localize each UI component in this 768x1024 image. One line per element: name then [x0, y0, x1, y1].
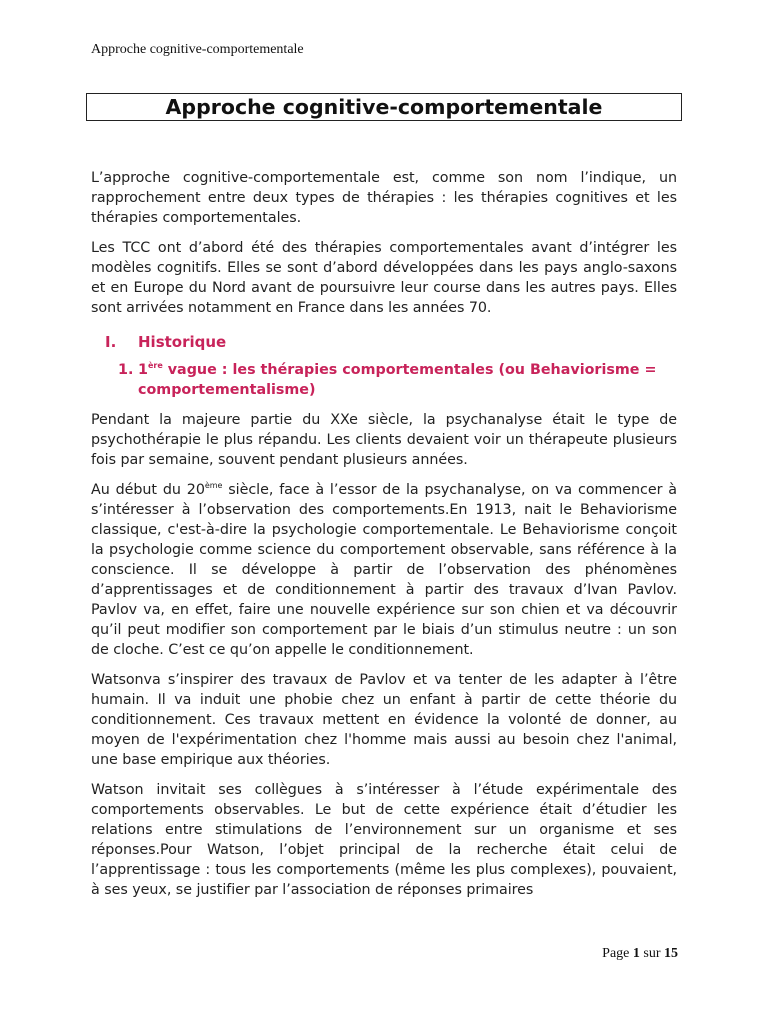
page-footer [602, 946, 678, 962]
section-heading-historique [91, 332, 677, 352]
subsection-number: 1. [118, 362, 134, 378]
footer-page-total: 15 [664, 946, 678, 961]
section-number: I. [105, 333, 117, 351]
paragraph-behaviorisme-rest: siècle, face à l’essor de la psychanalyse, on va commencer à s’intéresser à l’observation des comportements.En 1913, nait le Behaviorisme classique, c'est-à-dire la psychologie comportementale. Le Behaviorisme conçoit la psychologie comme science du comportement observable, sans référence à la conscience. Il se développe à partir de l’observation des phénomènes d’apprentissages et de conditionnement à partir des travaux d’Ivan Pavlov. Pavlov va, en effet, faire une nouvelle expérience sur son chien et va découvrir qu’il peut modifier son comportement par le biais d’un stimulus neutre : un son de cloche. C’est ce qu’on appelle le conditionnement. [91, 482, 678, 658]
section-title: Historique [138, 333, 227, 351]
document-body [91, 168, 677, 910]
paragraph-behaviorisme-sup: ème [204, 481, 223, 490]
running-header: Approche cognitive-comportementale [91, 42, 304, 57]
title-box [86, 93, 682, 121]
footer-page-number: 1 [632, 946, 640, 961]
subsection-title [138, 360, 677, 400]
paragraph-watson-pavlov: Watsonva s’inspirer des travaux de Pavlov et va tenter de les adapter à l’être humain. Il va induit une phobie chez un enfant à partir de cette théorie du conditionnement. Ces travaux mettent en évidence la volonté de donner, au moyen de l'expérimentation chez l'homme mais aussi au besoin chez l'animal, une base empirique aux théories. [91, 672, 677, 768]
paragraph-psychanalyse: Pendant la majeure partie du XXe siècle, la psychanalyse était le type de psychothérapie le plus répandu. Les clients devaient voir un thérapeute plusieurs fois par semaine, souvent pendant plusieurs années. [91, 412, 677, 468]
intro-paragraph-2: Les TCC ont d’abord été des thérapies comportementales avant d’intégrer les modèles cognitifs. Elles se sont d’abord développées dans les pays anglo-saxons et en Europe du Nord avant de poursuivre leur course dans les autres pays. Elles sont arrivées notamment en France dans les années 70. [91, 240, 677, 316]
footer-page-word: Page [602, 946, 630, 961]
document-title: Approche cognitive-comportementale [165, 94, 603, 119]
paragraph-watson-etude: Watson invitait ses collègues à s’intéresser à l’étude expérimentale des comportements observables. Le but de cette expérience était d’étudier les relations entre stimulations de l’environnement sur un organisme et ses réponses.Pour Watson, l’objet principal de la recherche était celui de l’apprentissage : tous les comportements (même les plus complexes), pouvaient, à ses yeux, se justifier par l’association de réponses primaires [91, 782, 677, 898]
subsection-ordinal: 1 [138, 362, 148, 378]
paragraph-behaviorisme [91, 480, 677, 660]
footer-of-word: sur [643, 946, 661, 961]
subsection-heading-1 [91, 360, 677, 400]
paragraph-behaviorisme-start: Au début du 20 [91, 482, 205, 498]
subsection-ordinal-sup: ère [147, 361, 163, 370]
intro-paragraph-1: L’approche cognitive-comportementale est, comme son nom l’indique, un rapprochement entre deux types de thérapies : les thérapies cognitives et les thérapies comportementales. [91, 170, 677, 226]
subsection-title-text: vague : les thérapies comportementales (ou Behaviorisme = comportementalisme) [138, 362, 657, 398]
